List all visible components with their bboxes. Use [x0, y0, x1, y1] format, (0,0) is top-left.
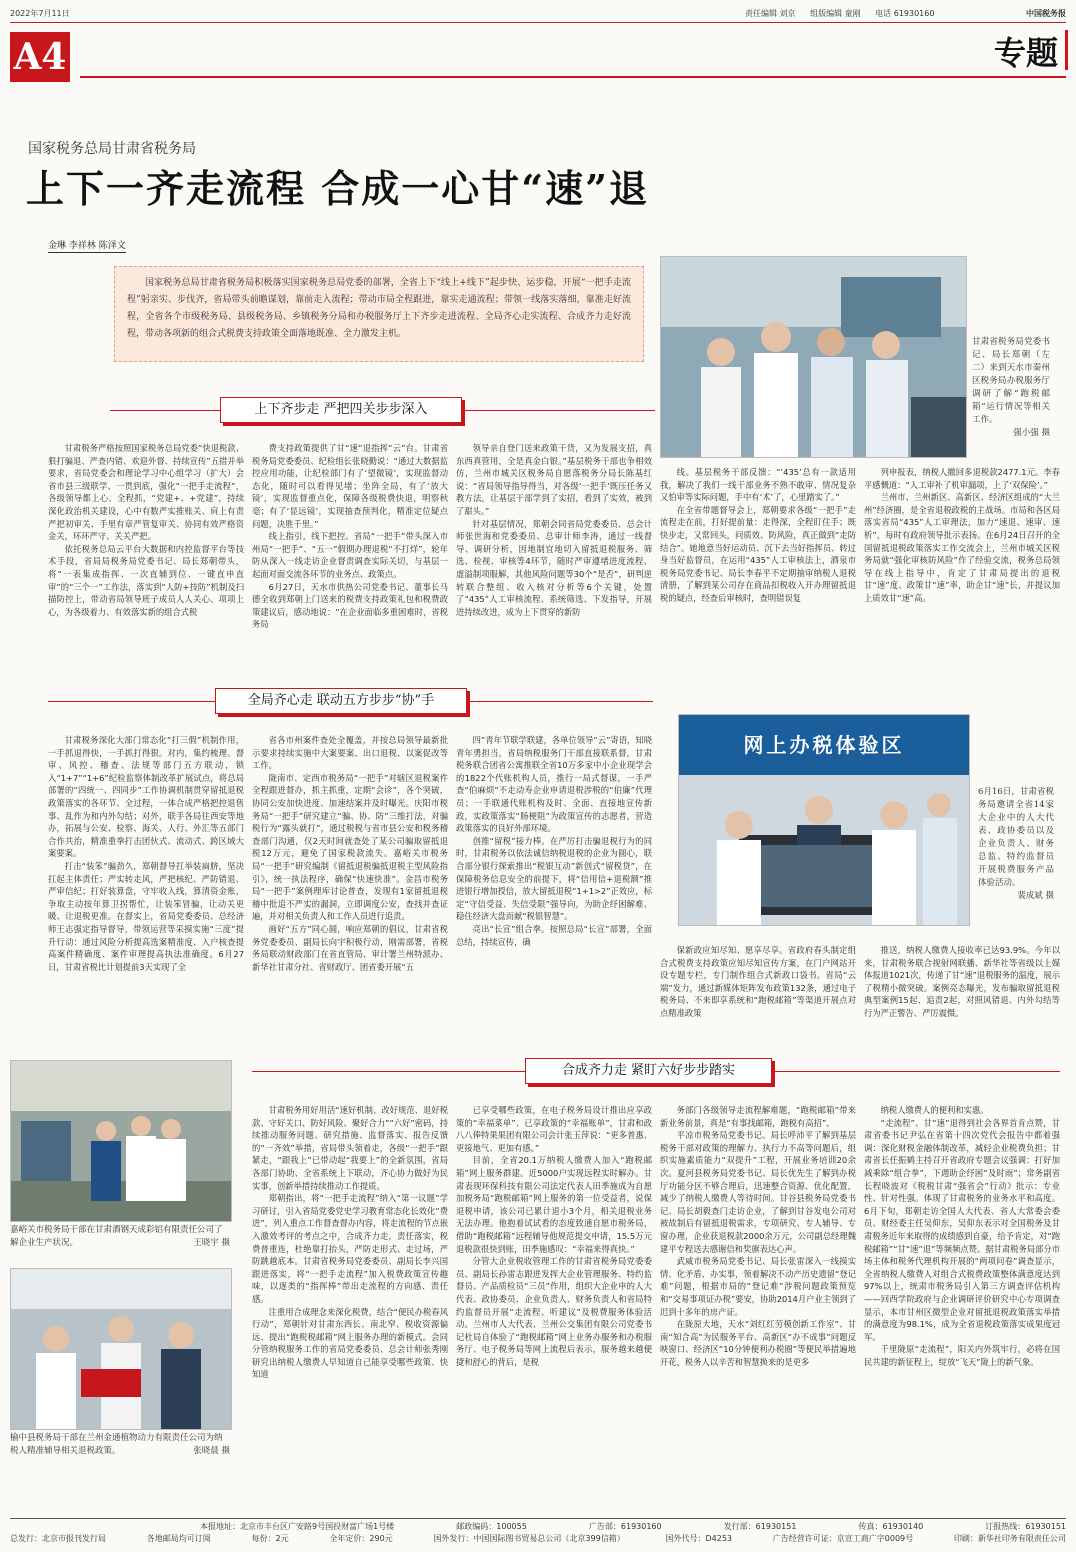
footer-row-1 — [10, 1521, 1066, 1533]
photo-3-image — [11, 1061, 231, 1221]
footer-general-distribution: 总发行：北京市报刊发行局 — [10, 1534, 106, 1543]
editor-info — [745, 8, 946, 19]
section-2-col-3 — [456, 734, 652, 1040]
footer-fax: 传真：61930140 — [858, 1522, 924, 1531]
footer — [10, 1521, 1066, 1545]
photo-3-caption-block — [10, 1224, 230, 1250]
paragraph: “走流程”、甘“速”退得到社会各界首肯点赞，甘肃省委书记尹弘在省第十四次党代会报告中都着强调：深化财税金融体制改革，减轻企业税费负担；甘肃省长任振鹤主持召开省政府专题会议强调：打好加减乘除“组合拳”，下週助企纾困“及时雨”；常务副省长程晓波对《税税甘肃“强省会”行动》批示：专业性、针对性强。体现了甘肃税务的业务水平和高度。6月下旬，郑朝走访全国人大代表、省人大常委会委员、财经委主任吴仰东，吴仰东表示对全国税务及甘肃税务近年来取得的成绩感到自豪，给予肯定，对“跑税邮箱”“甘“速”退”等频频点赞。据甘肃税务局部分市场主体和税务代理机构开展的“两项问卷”调查显示，全省纳税人缴费人对组合式税费政策整体满意度达到97%以上，统肃市税务局引入第三方调查评估机构——回西学院政府与企业调研评价研究中心专项调查显示，本市甘州区微型企业对留抵退税政策落实举措的满意度为98.1%，成为全省退税政策落实成果度冠军。 — [864, 1117, 1060, 1342]
photo-3-caption: 嘉峪关市税务局干部在甘肃酒钢天成彩铝有限责任公司了解企业生产状况。 — [10, 1225, 223, 1248]
photo-1-caption-block — [972, 336, 1050, 440]
masthead-bar — [10, 8, 1066, 22]
article-intro — [114, 266, 644, 362]
footer-hotline: 订报热线：61930151 — [985, 1522, 1066, 1531]
section-1-col-2 — [252, 442, 448, 690]
issue-date: 2022年7月11日 — [10, 9, 70, 18]
photo-4-credit: 张晓晨 摄 — [193, 1446, 230, 1456]
section-3-col-3 — [660, 1104, 856, 1508]
section-2-col-1 — [48, 734, 244, 1040]
layout-editor: 组版编辑 童刚 — [810, 9, 861, 18]
section-3-col-2 — [456, 1104, 652, 1508]
section-title: 专题 — [993, 34, 1058, 72]
footer-overseas-code: 国外代号：D4253 — [665, 1534, 733, 1543]
paragraph: 纳税人缴费人的便利和实惠。 — [880, 1105, 989, 1115]
section-1-col-4 — [660, 466, 856, 690]
paragraph: 千里陇原“走流程”，阳关内外筑牢行，必将在国民共建的新征程上，绽放“飞天”陇上的新气象。 — [864, 1344, 1060, 1367]
section-1-col-1 — [48, 442, 244, 690]
footer-row-2 — [10, 1533, 1066, 1545]
section-2-col-4 — [660, 944, 856, 1040]
photo-4 — [10, 1268, 232, 1430]
section-2-title: 全局齐心走 联动五方步步“协”手 — [215, 688, 467, 714]
footer-ad-license: 广告经营许可证：京宣工商广字0009号 — [772, 1534, 914, 1543]
section-1-col-3 — [456, 442, 652, 690]
photo-2 — [678, 714, 970, 926]
footer-annual-price: 全年定价：290元 — [329, 1534, 393, 1543]
paragraph: 亮出“长宣”组合拳。按照总局“长宣”部署，全面总结，持续宣传，确 — [456, 923, 652, 947]
article-headline: 上下一齐走流程 合成一心甘“速”退 — [26, 166, 649, 211]
photo-4-caption-block — [10, 1432, 230, 1458]
photo-2-banner: 网上办税体验区 — [743, 733, 905, 757]
section-3-col-1 — [252, 1104, 448, 1508]
paragraph: 分管大企业税收管理工作的甘肃省税务局党委委员、副局长孙雷志跟进发挥大企业管理服务、特约监督员、产品质检员“三员”作用，组织大企业申的人大代表、政协委员、企业负责人、财务负责人和省局特约监督员开展“走流程、听建议”及税费服务体验活动。兰州市人大代表、兰州公交集团有限公司党委书记杜局自体验了“跑税邮箱”网上业务办服务和办税服务厅、电子税务局等网上流程后表示，服务越来越便捷和舒心的背后，是税 — [456, 1256, 652, 1367]
section-1-col-5 — [864, 466, 1060, 690]
page-number: A4 — [10, 32, 70, 82]
editor-name: 责任编辑 刘京 — [745, 9, 796, 18]
paragraph: 依托税务总局云平台大数据和内控监督平台等技术手段，省局局税务局党委书记、局长郑朝带头，将“一表集成指挥、一次直辅到位、一键直申直审”的“三个一”工作法，落实到“人防+技防”机制及扫描防控上，带动省局领导班子成员人人关心、项项上心，为各级着力、有效落实新的组合式税 — [48, 543, 244, 617]
section-2-col-5 — [864, 944, 1060, 1040]
paragraph: 省各市州案件查处全覆盖，并按总局领导最新批示要求持续实施中大案要案、出口退税、以案促改等工作。 — [252, 735, 448, 771]
paper-name: 中国税务报 — [1026, 9, 1066, 18]
paragraph: 领导亲自登门送来政策干货，又为发展支招，真东西真管用，全是真金白银。”基层税务干部也争相效仿，兰州市城关区税务局自愿落税务分局长陈基红说：“省局领导指导得当，对各级‘一把手’既压任务又教方法，让基层干部学到了实招，看到了实效，被到了甜头。” — [456, 443, 652, 516]
photo-4-image — [11, 1269, 231, 1429]
paragraph: 已享受哪些政策，在电子税务局设计推出应享政策的“幸福菜单”、已享政策的“幸福账单”，甘肃和政八八俸特果果团有限公司会计张玉萍说：“更多普惠、更接地气、更加有感。” — [456, 1105, 652, 1153]
intro-text: 国家税务总局甘肃省税务局积极落实国家税务总局党委的部署，全省上下“线上+线下”起步快、运步稳，开展“一把手走流程”躬亲实、步伐齐，省局带头前瞻谋划，靠前走入流程；带动市局全程跟进，靠实走通流程；带领一线落实落细，靠准走好流程，全省各个市级税务局、县级税务局、乡镇税务分局和办税服务厅上下齐步走进流程、全局齐心走实流程、合成齐力走好流程，带动各项新的组合式税费支持政策全面落地既准、全力激发主机。 — [127, 278, 631, 339]
footer-address: 本报地址：北京市丰台区广安路9号国投财富广场1号楼 — [200, 1522, 395, 1531]
photo-1 — [660, 256, 967, 458]
photo-2-credit: 裴成斌 摄 — [1017, 891, 1054, 901]
paragraph: 甘肃税务严格按照国家税务总局党委“快退税款、狠打骗退、严查内错、欢迎外督、持续宣传”五措并举要求，省局党委会和理论学习中心组学习（扩大）会省市县三级联学、一贯到底，强化“一把手走流程”，各级领导都上心、全程抓，“党建+、+党建”，持续深化政治机关建设，心中有数严实推账关、肩上有责严把初审关、手里有章严管复审关、协同有效严格资金关，环环严守、关关严把。 — [48, 443, 244, 542]
photo-1-caption: 甘肃省税务局党委书记、局长郑朝（左二）来到天水市秦州区税务局办税服务厅调研了解“跑税邮箱”运行情况等相关工作。 — [972, 337, 1050, 425]
header-divider — [80, 76, 1066, 78]
paragraph: 兰州市、兰州新区、高新区、经济区组成的“大兰州”经济圈，是全省退税政税的主战场。市局和各区局落实省局“435”人工审理法，加力“速退、速审、速析”，每时有政府领导批示表扬。在6月24日召开的全国留抵退税政策落实工作交流会上，兰州市城关区税务局就“强化审核防风险”作了经验交流，税务总局领导在线上指导中，肯定了甘肃局提出的退税甘“速”度、政策甘“速”率，助企甘“速”长，并提议加上质效甘“速”高。 — [864, 492, 1060, 603]
section-3-col-4 — [864, 1104, 1060, 1508]
footer-subscription: 各地邮局均可订阅 — [146, 1534, 211, 1543]
photo-1-image — [661, 257, 966, 457]
paragraph: 在全省带题督导会上，郑朝要求各级“一把手”走流程走在前，打好提前量：走得深，全程盯住手；既快步走，又常回头，问质效、防风险，真正做到“走防结合”。她地意当好运动员、沉下去当好指挥员、转过身当好监督员，在运用“435”人工审核法上，酒泉市税务局党委书记、局长李春平不定期抽审纳税人退税清册，了解到某公司存在商品扣税收入开办理留抵退税的疑点，经查后审核时，查明错误复 — [660, 504, 856, 603]
footer-printer: 印刷：新华社印务有限责任公司 — [953, 1534, 1066, 1543]
photo-3 — [10, 1060, 232, 1222]
paragraph: 在陇原大地，天水“刘红红劳模创新工作室”、甘南“知合高”为民服务平台、高新区“办不成事”问题反映窗口、经济区“10分钟便利办税圈”等便民举措遍地开花，税务人以辛苦和智慧换来的是更多 — [660, 1319, 856, 1367]
photo-2-caption: 6月16日，甘肃省税务局邀请全省14家大企业中的人大代表、政协委员以及企业负责人、财务总监、特约监督员开展税费服务产品体验活动。 — [978, 787, 1054, 888]
footer-ad-dept: 广告部：61930160 — [588, 1522, 662, 1531]
paragraph: 费支持政策提供了甘“速”退指挥“云”台。甘肃省税务局党委委员、纪检组长张晓勤说：“通过大数据监控应用功能，让纪检部门有了‘望微镜’，实现监督动态化，随时可以看得见堵；坐阵全局，有了‘放大镜’，实现监督重点化，保障各级税费快退，明察秋毫；有了‘显远镜’，实现抽查预判化，精准定位疑点问题，决胜千里。” — [252, 443, 448, 529]
photo-1-credit: 强小强 摄 — [1013, 428, 1050, 438]
paragraph: 打击“装笨”骗劲久，郑朝督导扛举装扁脐，坚决扛起主体责任；严实转走风，严把核纪、严防错退、严审信纪；打好装算盘，守牢收入线，算清资金账，争取主动按年算卫拐帮忙，让装笨冒骗，让动关更暖、让退税更准。在督实上，省局党委委员、总经济师王志强定指导督导，带领运营等采摸实施“三度”提升行动：通过风险分析提高选案精准度、入户核查提高案件精确度、案件审理提高执法准确度。6月27日，甘肃省税比计划提前3天实现了全 — [48, 860, 244, 972]
paragraph: 线上指引，线下把控。省局“一把手”带头深入市州局“一把手”、“五一”假期办理退税“不打烊”，轮年防从深入一线走访企业督责调查实际关切，与基层一起面对面交流各环节的业务点、政策点。 — [252, 531, 448, 579]
paragraph: 甘肃税务用好用活“速好机制、改好规范、退好税款、守好关口、防好风险、聚好合力”“六好”密码，持续推动服务问题、研究措施、监督落实、报告反馈的“一齐效”举措，省局带头领着走，各级“一把手”跟紧走，“跟我上”已带动起“我要上”的全新氛围，省局各部门协助、全省系统上下联动，齐心协力做好为民实事，创新举措持续推动工作提质。 — [252, 1105, 448, 1191]
paragraph: 甘肃税务深化大部门常态化“打三假”机制作用，一手抓退得快，一手抓打得狠。对内，集约梳理、督审、风控、稽查、法规等部门五方联动，锁入“1+7”“1+6”纪检监察体制改革扩展试点，将总局部署的“四统一、四同步”工作协调机制贯穿留抵退税政策落实的各环节、全过程，一体合成严格把控退售事、乱作为和内外勾结；对外，联手各局往西安等地办，拓展与公安、检察、海关、人行、外汇等五部门合作共治，精准重拳打击团伙式、流动式、跨区域大案要案。 — [48, 735, 244, 859]
section-3-title: 合成齐力走 紧盯六好步步踏实 — [525, 1058, 772, 1084]
footer-divider — [10, 1518, 1066, 1519]
paragraph: 针对基层情况，郑朝会同省局党委委员、总会计师张世海和党委委员、总审计师李涛，通过一线督导、调研分析，因地制宜地切入留抵退税服务、筛选、检视、审核等4环节，随时严审遵堵进度流程、虚溢制项服解，其他风险问题等30个“是否”，研判逆转联合整组、收入核对分析等6个关键，处置了“435”人工审核流程、系统筛选、下发指导，开展进持续改进，成为上下贯穿的新防 — [456, 518, 652, 617]
paragraph: 平凉市税务局党委书记、局长呼沛平了解到基层税务干部对政策的理解力、执行力不高等问题后，组织实施素质能力“双提升”工程，开展业务培训20余次。夏河县税务局党委书记、局长优先生了解到办税厅功能分区不够合理后，迅速整合资源、优化配置，减少了纳税人缴费人等待时间。甘谷县税务局党委书记、局长胡毅查门走访企业，了解到甘谷发电公司对被故制后有留抵退税需求，专项研究、专人辅导、专窗办理，企业获退税款2000余万元，公司副总经理魏建平专程送去感谢信和奖旗表达心声。 — [660, 1130, 856, 1254]
photo-2-caption-block — [978, 786, 1054, 903]
paragraph: 创推“留税”接力棒。在严厉打击骗退税行为的同时，甘肃税务以依法诚信纳税退税的企业为圆心，联合部分银行探索推出“税银互动”新创式“留税贷”，在保障税务信息安全的前提下，将“信用信+退税额”推进银行增加授信，放大留抵退税“1+1>2”正效应，标定“守信受益、失信受限”强导向，为助企纾困解难、稳住经济大盘而献“税银智慧”。 — [456, 835, 652, 922]
paragraph: 画好“五方”同心圆，响应郑朝的倡议，甘肃省税务党委委员、副局长向宇积极行动，刚需部署，省税务局联动财政部门在省直管局、审计署兰州特派办、新华社甘肃分社、省财政厅、团省委开展“五 — [252, 923, 448, 972]
paragraph: 线。基层税务干部反馈：“‘435’总有一款适用我，解决了我们一线干部业务不熟不敢审、情况复杂又怕审等实际问题，手中有‘术’了，心里踏实了。” — [660, 467, 856, 503]
article-org: 国家税务总局甘肃省税务局 — [28, 141, 196, 157]
paragraph: 列申报表，纳税人撤回多退税款2477.1元。李春平感慨道：“人工审补了机审漏项，上了‘双保险’。” — [864, 467, 1060, 490]
photo-3-credit: 王晓宇 摄 — [193, 1238, 230, 1248]
paragraph: 保新政应知尽知、愿享尽享。省政府春头制定组合式税费支持政策应知尽知宣传方案，在门户网站开设专题专栏，专门制作组合式新政口袋书。省局“云端”发力，通过新媒体矩阵发布政策132条，通过电子税务局、不来即享系统和“跑税邮箱”等渠道开展点对点精准政策 — [660, 945, 856, 1018]
section-1-title: 上下齐步走 严把四关步步深入 — [220, 397, 462, 423]
footer-price: 每份：2元 — [251, 1534, 289, 1543]
phone-number: 电话 61930160 — [875, 9, 935, 18]
paragraph: 注重用合成理念来深化税费，结合“便民办税春风行动”，郑朝针对甘肃东西长、南北窄、税收资源偏远、提出“跑税税邮箱”网上服务办理的新模式。会同分管纳税服务工作的省局党委委员、总会计师张秀刚研究出纳税人缴费人早知道自己能享受哪些政策、快知道 — [252, 1306, 448, 1380]
footer-overseas-distribution: 国外发行：中国国际图书贸易总公司（北京399信箱） — [433, 1534, 625, 1543]
paragraph: 郑朝指出，将“一把手走流程”纳入“第一议题”学习研讨，引入省局党委党史学习教育常态化长效化“费进”，列入重点工作督查督办内容，将走流程的节点嵌入激效考评的考点之中，合成齐力走，责任落实，税费普重连，杜绝靠打抬头，严防走形式、走过场，严防跳越底本。甘肃省税务局党委委员、副局长李兴国跟进落实，将“一把手走流程”加入税费政策宣传趣味，以逐类的“指挥棒”带出走流程的方向感、责任感。 — [252, 1193, 448, 1304]
top-divider — [10, 22, 1066, 23]
paragraph: 四”青年节联学联建，各单位领导“云”寄语，知晓青年勇担当，省局纳税服务门干部直接联系督，甘肃税务联合团省公寓推联全省10万多家中小企业现学会的1822个代账机构人员，推行一局式督谋，一手严查“伯麻烦”不走动寿企业申请退税涉税的“伯廉”代理员；一手联通代账机构及时、全面、直接地宣传新政，实政策落实“肠梗阻”为政策宣传的志愿者，营造政策落实的良好外部环境。 — [456, 735, 652, 834]
footer-postcode: 邮政编码：100055 — [456, 1522, 527, 1531]
article-authors: 金琳 李祥林 陈泽文 — [48, 238, 126, 253]
paragraph: 陇南市、定西市税务局“一把手”对辖区退税案件全程跟进督办，抓主抓重，定期“会诊”，各个突破，协同公安加快进度、加速结案并及时曝光。庆阳市税务局“一把手”研究建立“骗、协、防”三维打法，对骗税行为“露头就打”，通过税税与省市县公安和税务稽查部门沟通，仅2天时间就查处了某公司骗取留抵退税12万元，避免了国家税款流失。嘉峪关市税务局“一把手”研究编制《留抵退税骗抵退税主型风险指引》，统一执法程序，确保“快速快准”。金昌市税务局“一把手”案例理库讨论普查，发现有1家留抵退税稽中批追不严实的漏洞，立即调度公安，查找并查证遍，并对相关负责人和工作人员进行追责。 — [252, 772, 448, 922]
footer-distribution: 发行部：61930151 — [723, 1522, 797, 1531]
paragraph: 6月27日，天水市供热公司党委书记、董事长马德全收到郑朝上门送来的税费支持政策礼包和税费政策建议后，感动地说：“在企业面临多重困难时，省税务局 — [252, 581, 448, 630]
section-2-col-2 — [252, 734, 448, 1040]
paragraph: 推送，纳税人缴费人接收率已达93.9%。今年以来，甘肃税务联合视射网联播、新华社等省级以上媒体报道1021次，传递了甘“速”退税服务的温度，展示了税精小微突破。案例亮态曝光，发布骗取留抵退税典型案例15起、追责2起，对照风错退、内外勾结等行为严正警告、严厉震慑。 — [864, 945, 1060, 1018]
photo-4-caption: 榆中县税务局干部在兰州金通植物动力有限责任公司为纳税人精准辅导相关退税政策。 — [10, 1433, 223, 1456]
paragraph: 武威市税务局党委书记、局长张雷深入一线摸实情、化矛盾、办实事，领着解决不动产历史遗留“登记难”问题，根据市局的“登记难”涉税问题政策预览和“交易事项证办税”要安，协助2014月户业主领到了迟到十多年的房产证。 — [660, 1256, 856, 1317]
paragraph: 目前，全省20.1万纳税人缴费人加入“跑税邮箱”网上服务群建。近5000户实现远程实时解办。甘肃表现环保科技有限公司法定代表人田季施成为自愿加税务局“跑税邮箱”网上服务的第一位受益者，说保退税申请，该公司已累计退小3个月，相关退税业务无法办理。他抱着试试看的态度致通自愿市税务局，借助“跑税邮箱”远程辅导他规范提交申请，15.5万元退税款很快到账，田季施感叹：“幸福来得真快。” — [456, 1155, 652, 1254]
paragraph: 务部门各级领导走流程解难题，“跑税邮箱”带来新业务前景，真是“有事找邮箱，跑税有高招”。 — [660, 1105, 856, 1128]
